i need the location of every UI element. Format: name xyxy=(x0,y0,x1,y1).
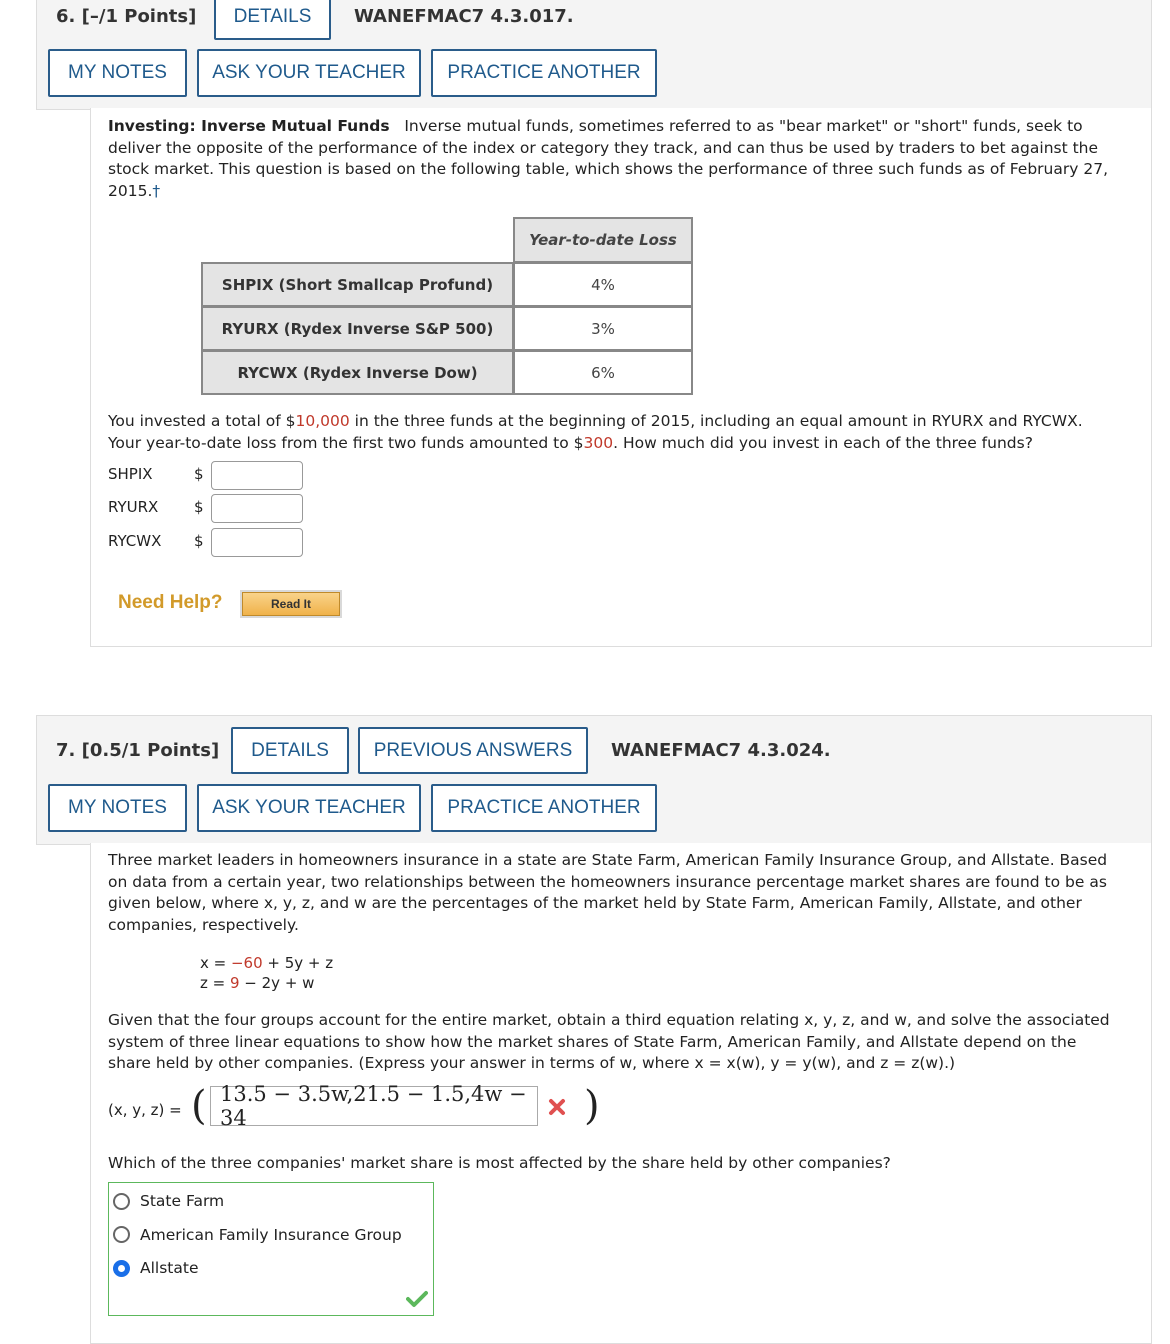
option-label: State Farm xyxy=(140,1192,225,1210)
radio-state-farm[interactable] xyxy=(113,1193,130,1210)
q7-points: [0.5/1 Points] xyxy=(81,740,220,761)
q6-question-text: You invested a total of $10,000 in the three funds at the beginning of 2015, including an equal amount in RYURX and RYCWX. Your year-to-date loss from the first two funds amounted to $300. How much did you invest in each of the three funds? xyxy=(108,412,1083,452)
q6-details-button[interactable]: DETAILS xyxy=(214,0,331,40)
radio-allstate[interactable] xyxy=(113,1260,130,1277)
shpix-amount-input[interactable] xyxy=(211,461,303,490)
q6-practice-another-button[interactable]: PRACTICE ANOTHER xyxy=(431,49,657,97)
option-label: Allstate xyxy=(140,1259,199,1277)
q7-paragraph-2: Given that the four groups account for the entire market, obtain a third equation relating x, y, z, and w, and solve the associated system of three linear equations to show how the market shares of State Farm, American Family, and Allstate depend on the share held by other companies. (Express your answer in terms of w, where x = x(w), y = y(w), and z = z(w).) xyxy=(108,1011,1110,1072)
need-help-label: Need Help? xyxy=(118,592,223,613)
correct-check-icon xyxy=(406,1290,428,1308)
q7-my-notes-button[interactable]: MY NOTES xyxy=(48,784,187,832)
q7-previous-answers-button[interactable]: PREVIOUS ANSWERS xyxy=(358,727,588,774)
q6-points: [–/1 Points] xyxy=(81,6,197,27)
open-paren: ( xyxy=(191,1083,207,1129)
q6-number: 6. [–/1 Points] xyxy=(56,6,197,27)
table-row-label: RYURX (Rydex Inverse S&P 500) xyxy=(201,306,514,351)
q6-my-notes-button[interactable]: MY NOTES xyxy=(48,49,187,97)
table-cell-value: 6% xyxy=(513,350,693,395)
tuple-answer-value: 13.5 − 3.5w,21.5 − 1.5,4w − 34 xyxy=(220,1082,527,1130)
q7-ask-teacher-button[interactable]: ASK YOUR TEACHER xyxy=(197,784,421,832)
q7-details-button[interactable]: DETAILS xyxy=(231,727,349,774)
equation-2: z = 9 − 2y + w xyxy=(200,974,315,992)
rycwx-amount-input[interactable] xyxy=(211,528,303,557)
q7-practice-another-button[interactable]: PRACTICE ANOTHER xyxy=(431,784,657,832)
table-header-ytd-loss: Year-to-date Loss xyxy=(513,217,693,263)
table-cell-value: 4% xyxy=(513,262,693,307)
incorrect-icon xyxy=(547,1097,567,1117)
table-row-label: SHPIX (Short Smallcap Profund) xyxy=(201,262,514,307)
currency-sign: $ xyxy=(194,465,204,483)
q6-ask-teacher-button[interactable]: ASK YOUR TEACHER xyxy=(197,49,421,97)
currency-sign: $ xyxy=(194,532,204,550)
read-it-button[interactable]: Read It xyxy=(242,592,340,616)
radio-american-family[interactable] xyxy=(113,1226,130,1243)
currency-sign: $ xyxy=(194,498,204,516)
answer-label-ryurx: RYURX xyxy=(108,498,159,516)
tuple-answer-input[interactable] xyxy=(210,1082,538,1130)
q7-paragraph-1: Three market leaders in homeowners insurance in a state are State Farm, American Family Insurance Group, and Allstate. Based on data from a certain year, two relationships between the homeowners insurance percentage market shares are found to be as given below, where x, y, z, and w are the percentages of the market held by State Farm, American Family, Allstate, and other companies, respectively. xyxy=(108,851,1108,934)
answer-label-shpix: SHPIX xyxy=(108,465,153,483)
table-row-label: RYCWX (Rydex Inverse Dow) xyxy=(201,350,514,395)
q6-code: WANEFMAC7 4.3.017. xyxy=(354,6,574,27)
q7-code: WANEFMAC7 4.3.024. xyxy=(611,740,831,761)
ryurx-amount-input[interactable] xyxy=(211,494,303,523)
q6-intro: Investing: Inverse Mutual Funds Inverse mutual funds, sometimes referred to as "bear market" or "short" funds, seek to deliver the opposite of the performance of the index or category they track, and can thus be used by traders to bet against the stock market. This question is based on the following table, which shows the performance of three such funds as of February 27, 2015.† xyxy=(108,117,1108,200)
tuple-label: (x, y, z) = xyxy=(108,1101,182,1119)
mc-question: Which of the three companies' market share is most affected by the share held by other companies? xyxy=(108,1154,891,1172)
answer-label-rycwx: RYCWX xyxy=(108,532,162,550)
table-cell-value: 3% xyxy=(513,306,693,351)
close-paren: ) xyxy=(584,1083,600,1129)
footnote-link[interactable]: † xyxy=(152,181,161,200)
q7-number: 7. [0.5/1 Points] xyxy=(56,740,220,761)
equation-1: x = −60 + 5y + z xyxy=(200,954,334,972)
q6-intro-title: Investing: Inverse Mutual Funds xyxy=(108,117,390,135)
option-label: American Family Insurance Group xyxy=(140,1226,402,1244)
